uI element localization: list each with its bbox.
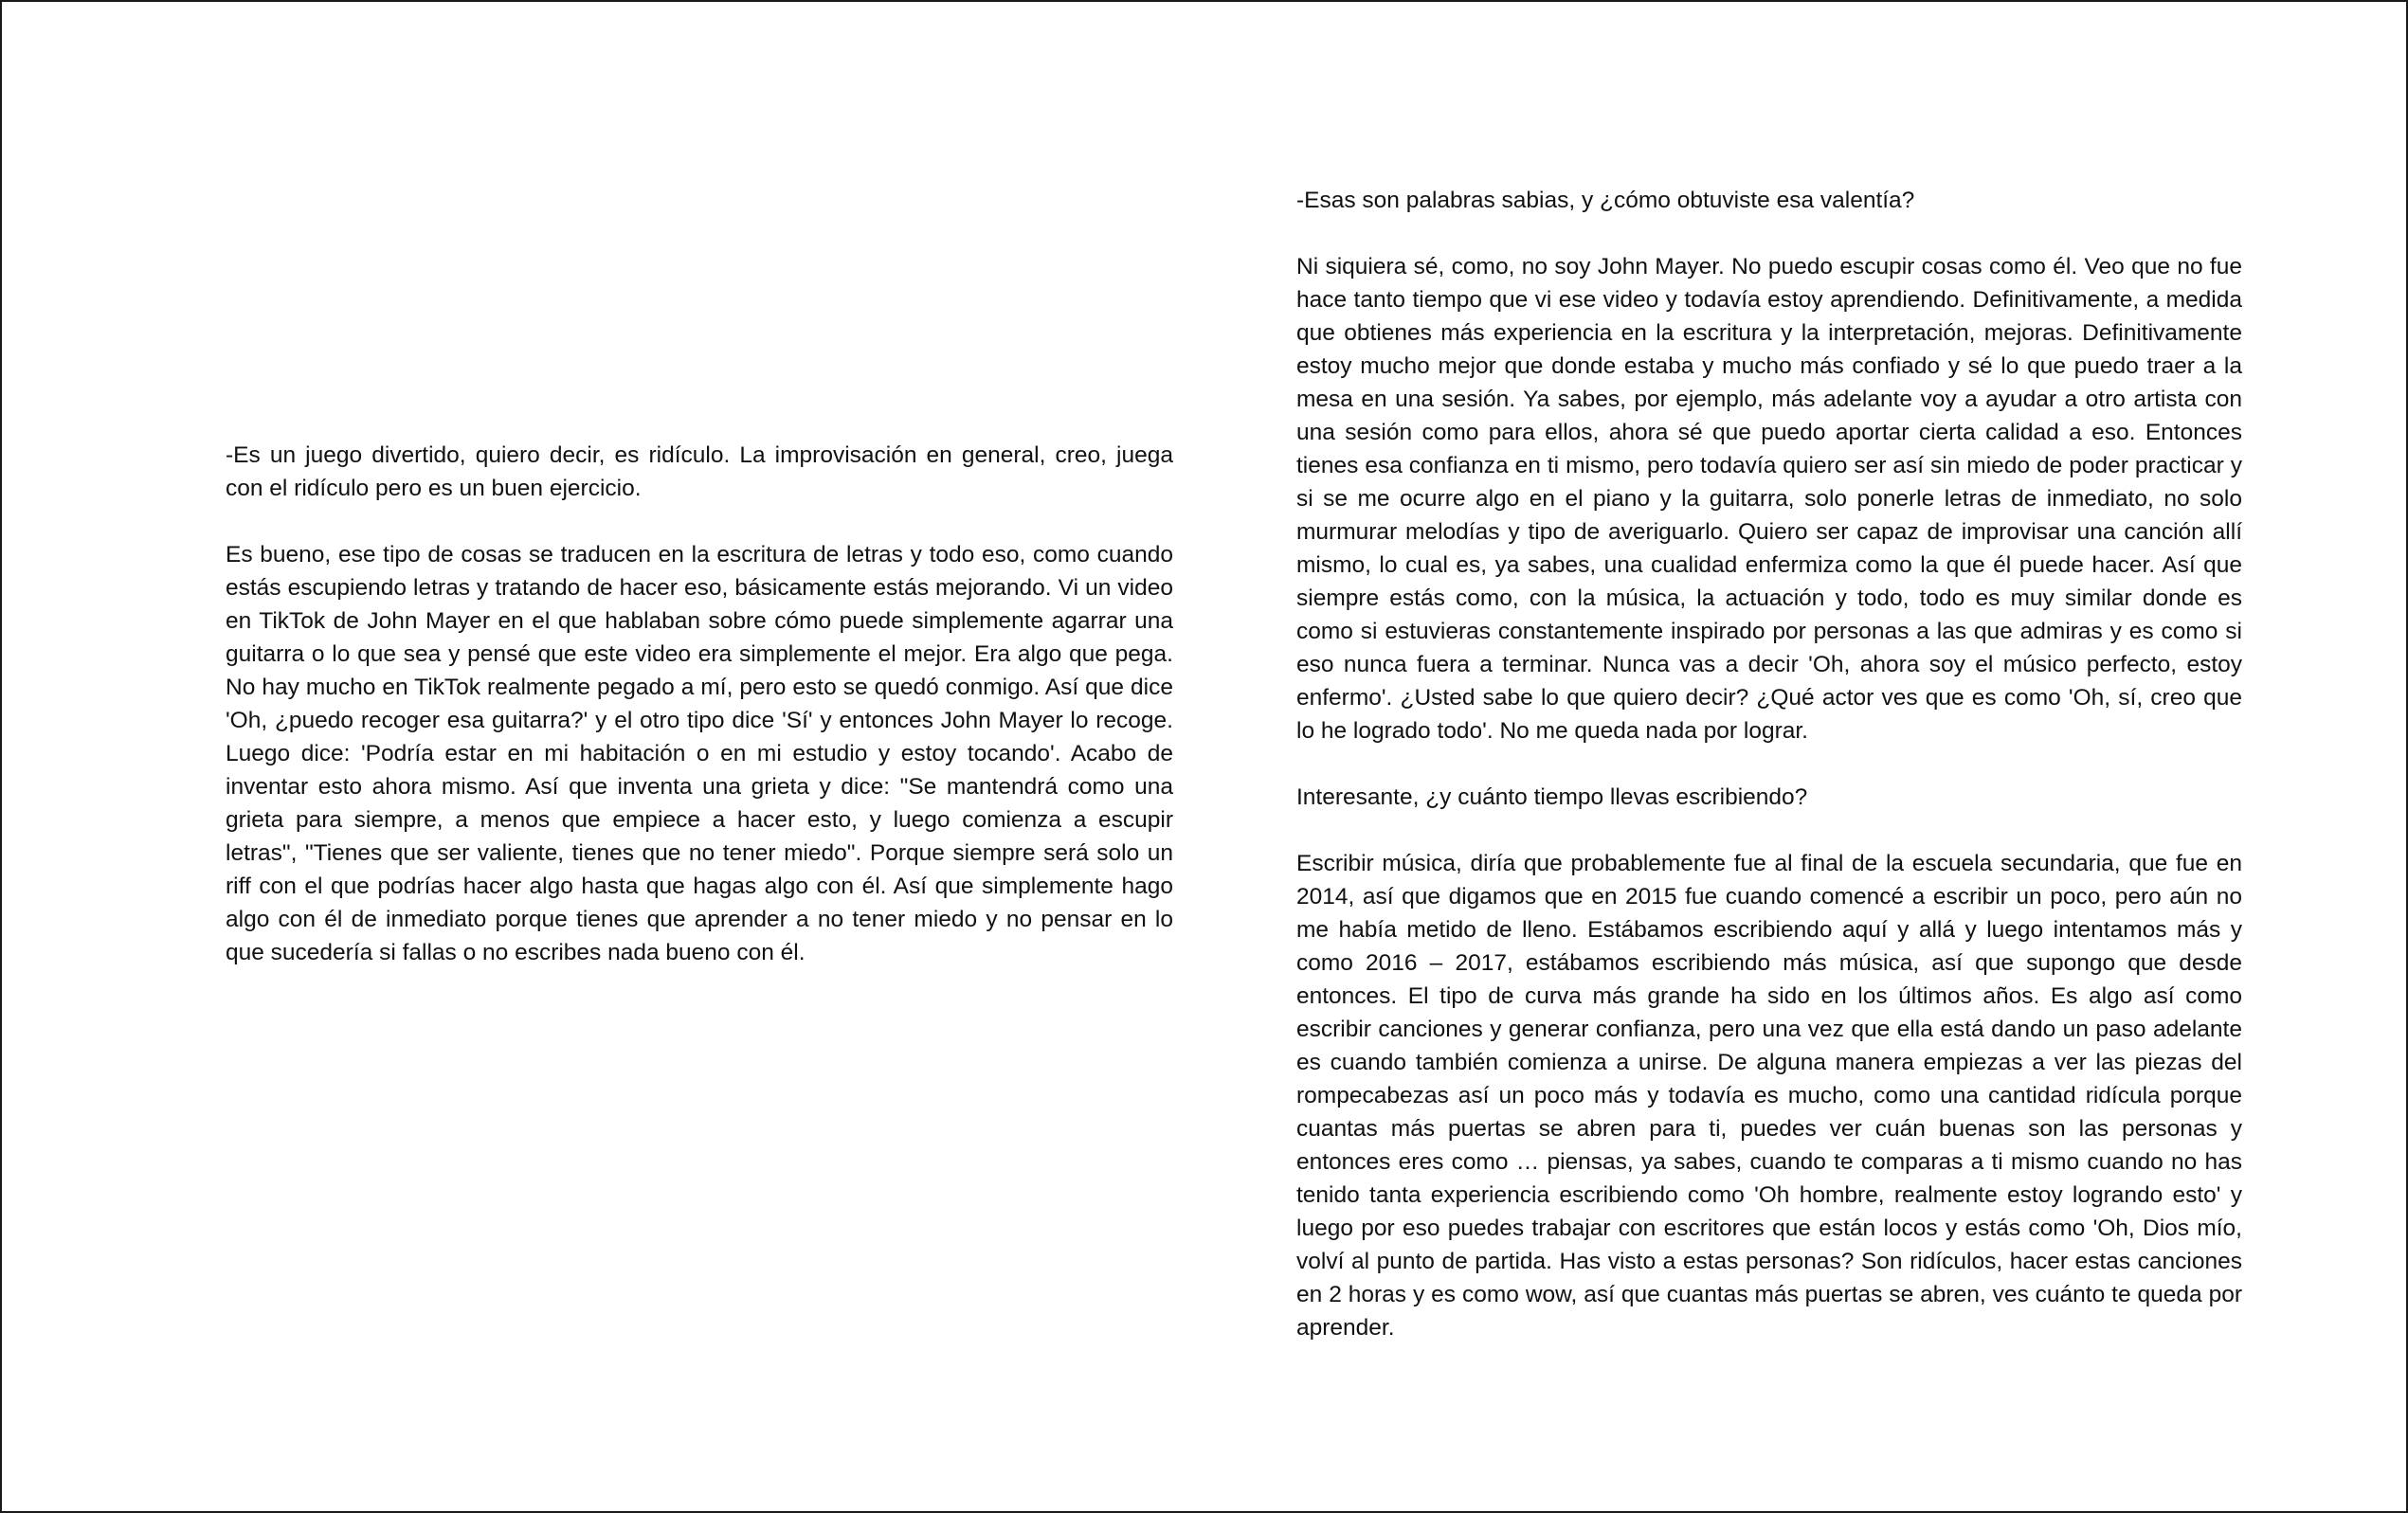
left-paragraph-answer: Es bueno, ese tipo de cosas se traducen en la escritura de letras y todo eso, como cuando estás escupiendo letras y tratando de hacer eso, básicamente estás mejorando. Vi un video en TikTok de John Mayer en el que hablaban sobre cómo puede simplemente agarrar una guitarra o lo que sea y pensé que este video era simplemente el mejor. Era algo que pega. No hay mucho en TikTok realmente pegado a mí, pero esto se quedó conmigo. Así que dice 'Oh, ¿puedo recoger esa guitarra?' y el otro tipo dice 'Sí' y entonces John Mayer lo recoge. Luego dice: 'Podría estar en mi habitación o en mi estudio y estoy tocando'. Acabo de inventar esto ahora mismo. Así que inventa una grieta y dice: "Se mantendrá como una grieta para siempre, a menos que empiece a hacer esto, y luego comienza a escupir letras", "Tienes que ser valiente, tienes que no tener miedo". Porque siempre será solo un riff con el que podrías hacer algo hasta que hagas algo con él. Así que simplemente hago algo con él de inmediato porque tienes que aprender a no tener miedo y no pensar en lo que sucedería si fallas o no escribes nada bueno con él. — [226, 542, 1173, 965]
right-paragraph-answer-2: Escribir música, diría que probablemente fue al final de la escuela secundaria, que fue en 2014, así que digamos que en 2015 fue cuando comencé a escribir un poco, pero aún no me había metido de lleno. Estábamos escribiendo aquí y allá y luego intentamos más y como 2016 – 2017, estábamos escribiendo más música, así que supongo que desde entonces. El tipo de curva más grande ha sido en los últimos años. Es algo así como escribir canciones y generar confianza, pero una vez que ella está dando un paso adelante es cuando también comienza a unirse. De alguna manera empiezas a ver las piezas del rompecabezas así un poco más y todavía es mucho, como una cantidad ridícula porque cuantas más puertas se abren para ti, puedes ver cuán buenas son las personas y entonces eres como … piensas, ya sabes, cuando te comparas a ti mismo cuando no has tenido tanta experiencia escribiendo como 'Oh hombre, realmente estoy logrando esto' y luego por eso puedes trabajar con escritores que están locos y estás como 'Oh, Dios mío, volví al punto de partida. Has visto a estas personas? Son ridículos, hacer estas canciones en 2 horas y es como wow, así que cuantas más puertas se abren, ves cuánto te queda por aprender. — [1296, 851, 2242, 1341]
right-paragraph-question-2: Interesante, ¿y cuánto tiempo llevas escribiendo? — [1296, 784, 1808, 810]
right-paragraph-question-1: -Esas son palabras sabias, y ¿cómo obtuviste esa valentía? — [1296, 188, 1915, 213]
left-page-column — [226, 439, 1173, 969]
right-page-column — [1296, 184, 2242, 1344]
right-paragraph-answer-1: Ni siquiera sé, como, no soy John Mayer. No puedo escupir cosas como él. Veo que no fue hace tanto tiempo que vi ese video y todavía estoy aprendiendo. Definitivamente, a medida que obtienes más experiencia en la escritura y la interpretación, mejoras. Definitivamente estoy mucho mejor que donde estaba y mucho más confiado y sé lo que puedo traer a la mesa en una sesión. Ya sabes, por ejemplo, más adelante voy a ayudar a otro artista con una sesión como para ellos, ahora sé que puedo aportar cierta calidad a eso. Entonces tienes esa confianza en ti mismo, pero todavía quiero ser así sin miedo de poder practicar y si se me ocurre algo en el piano y la guitarra, solo ponerle letras de inmediato, no solo murmurar melodías y tipo de averiguarlo. Quiero ser capaz de improvisar una canción allí mismo, lo cual es, ya sabes, una cualidad enfermiza como la que él puede hacer. Así que siempre estás como, con la música, la actuación y todo, todo es muy similar donde es como si estuvieras constantemente inspirado por personas a las que admiras y es como si eso nunca fuera a terminar. Nunca vas a decir 'Oh, ahora soy el músico perfecto, estoy enfermo'. ¿Usted sabe lo que quiero decir? ¿Qué actor ves que es como 'Oh, sí, creo que lo he logrado todo'. No me queda nada por lograr. — [1296, 254, 2242, 744]
left-paragraph-question: -Es un juego divertido, quiero decir, es ridículo. La improvisación en general, creo, juega con el ridículo pero es un buen ejercicio. — [226, 442, 1173, 501]
